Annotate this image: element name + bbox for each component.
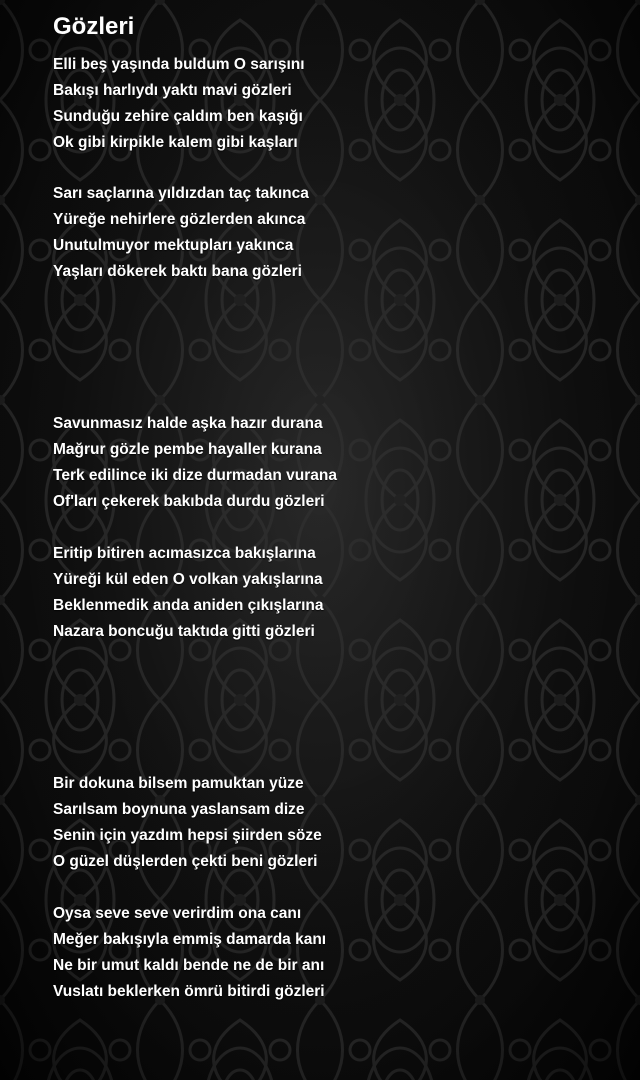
poem-line: Bir dokuna bilsem pamuktan yüze <box>53 775 304 792</box>
stanza-4 <box>53 541 324 645</box>
poem-line: Mağrur gözle pembe hayaller kurana <box>53 441 322 458</box>
stanza-6 <box>53 901 326 1005</box>
stanza-2 <box>53 181 309 285</box>
poem-line: Vuslatı beklerken ömrü bitirdi gözleri <box>53 983 325 1000</box>
stanza-1 <box>53 52 305 156</box>
poem-line: Yüreği kül eden O volkan yakışlarına <box>53 571 323 588</box>
poem-line: Ok gibi kirpikle kalem gibi kaşları <box>53 134 298 151</box>
poem-line: Unutulmuyor mektupları yakınca <box>53 237 294 254</box>
poem-line: Terk edilince iki dize durmadan vurana <box>53 467 337 484</box>
poem-title: Gözleri <box>53 13 135 40</box>
poem-line: Sarı saçlarına yıldızdan taç takınca <box>53 185 309 202</box>
poem-line: O güzel düşlerden çekti beni gözleri <box>53 853 318 870</box>
poem-line: Elli beş yaşında buldum O sarışını <box>53 56 305 73</box>
poem-line: Meğer bakışıyla emmiş damarda kanı <box>53 931 327 948</box>
poem-line: Nazara boncuğu taktıda gitti gözleri <box>53 623 315 640</box>
poem-line: Savunmasız halde aşka hazır durana <box>53 415 323 432</box>
poem-line: Eritip bitiren acımasızca bakışlarına <box>53 545 316 562</box>
poem-line: Oysa seve seve verirdim ona canı <box>53 905 302 922</box>
stanza-5 <box>53 771 322 875</box>
poem-line: Yaşları dökerek baktı bana gözleri <box>53 263 302 280</box>
stanza-3 <box>53 411 337 515</box>
poem-line: Yüreğe nehirlere gözlerden akınca <box>53 211 306 228</box>
poem-line: Senin için yazdım hepsi şiirden söze <box>53 827 322 844</box>
poem-line: Sarılsam boynuna yaslansam dize <box>53 801 305 818</box>
poem-line: Beklenmedik anda aniden çıkışlarına <box>53 597 324 614</box>
poem-line: Of'ları çekerek bakıbda durdu gözleri <box>53 493 325 510</box>
poem-line: Bakışı harlıydı yaktı mavi gözleri <box>53 82 292 99</box>
poem-line: Sunduğu zehire çaldım ben kaşığı <box>53 108 303 125</box>
poem-line: Ne bir umut kaldı bende ne de bir anı <box>53 957 325 974</box>
